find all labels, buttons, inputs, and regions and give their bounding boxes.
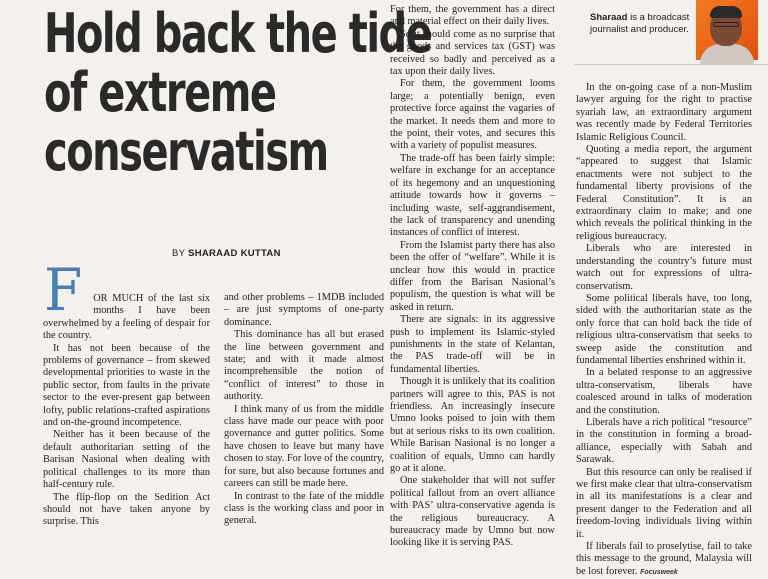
byline-author: SHARAAD KUTTAN — [188, 248, 281, 259]
paragraph: This dominance has all but erased the line between government and state; and with it made almost incomprehensible the notion of “conflict of interest” to those in authority. — [224, 329, 384, 403]
end-mark: Focusweek — [640, 568, 678, 576]
paragraph: In the on-going case of a non-Muslim lawyer arguing for the right to practise syariah law, an extraordinary argument was recently made by Federal Territories Islamic Religious Council. — [576, 82, 752, 143]
paragraph: Some political liberals have, too long, sided with the authoritarian state as the only force that can hold back the tide of religious ultra-conservatism that seeks to sweep aside the constitution and fundamental liberties enshrined within it. — [576, 292, 752, 366]
paragraph: So it should come as no surprise that the goods and services tax (GST) was received so badly and perceived as a tax upon their daily lives. — [390, 28, 555, 78]
paragraph: The trade-off has been fairly simple: welfare in exchange for an acceptance of its hegemony and an unquestioning attitude towards how it governs – including waste, self-aggrandisement, the lack of transparency and unending instances of conflict of interest. — [390, 152, 555, 239]
paragraph: Liberals who are interested in understanding the country’s future must watch out for expressions of ultra-conservatism. — [576, 243, 752, 292]
article-column-4 — [576, 82, 752, 577]
paragraph: and other problems – 1MDB included – are just symptoms of one-party dominance. — [224, 292, 384, 328]
paragraph: But this resource can only be realised if we first make clear that ultra-conservatism in all its manifestations is a clear and present danger to the Federation and all freedom-loving individuals living within it. — [576, 466, 752, 540]
author-name: Sharaad — [590, 12, 628, 23]
paragraph: The flip-flop on the Sedition Act should not have taken anyone by surprise. This — [43, 491, 210, 528]
paragraph: From the Islamist party there has also been the offer of “welfare”. While it is unclear how this would in practice differ from the Barisan Nasional’s populism, the question is what will be asked in return. — [390, 239, 555, 313]
paragraph: I think many of us from the middle class have made our peace with poor governance and gutter politics. Some have chosen to leave but many have chosen to stay. For love of the country, for sure, but also because fortunes and careers can still be made here. — [224, 403, 384, 490]
author-bio — [590, 12, 690, 36]
paragraph: Quoting a media report, the argument “appeared to suggest that Islamic enactments were not subject to the fundamental liberty provisions of the Federal Constitution”. It is an extraordinary claim to make; and one which reveals the political thinking in the religious bureaucracy. — [576, 144, 752, 242]
paragraph: For them, the government looms large; a potentially benign, even protective force against the vagaries of the market. It needs them and more to the point, their votes, and secures this with a variety of populist measures. — [390, 78, 555, 152]
paragraph: Neither has it been because of the default authoritarian setting of the Barisan Nasional when dealing with political challenges to its more than half-century rule. — [43, 429, 210, 491]
paragraph: For them, the government has a direct and material effect on their daily lives. — [390, 4, 555, 28]
paragraph: OR MUCH of the last six months I have been overwhelmed by a feeling of despair for the country. — [43, 293, 210, 342]
paragraph: Liberals have a rich political “resource” in the constitution in forming a broad-alliance, especially with Sabah and Sarawak. — [576, 416, 752, 466]
closing-paragraph: If liberals fail to proselytise, fail to take this message to the ground, Malaysia will be lost forever. — [576, 541, 752, 577]
author-photo — [696, 0, 758, 60]
paragraph: In contrast to the fate of the middle class is the working class and poor in general. — [224, 490, 384, 527]
author-bio-text: is a broadcast journalist and producer. — [590, 12, 690, 35]
headline-line-1: Hold back the tide — [44, 2, 432, 65]
article-column-3 — [390, 4, 556, 549]
article-column-1 — [43, 256, 210, 528]
author-box — [574, 0, 768, 65]
paragraph: It has not been because of the problems of governance – from skewed developmental priorities to waste in the public sector, from faults in the private sector to the ever-present gap between lofty, public relations-crafted aspirations and on-the-ground incompetence. — [43, 342, 210, 429]
paragraph: In a belated response to an aggressive ultra-conservatism, liberals have coalesced around in talks of moderation and the constitution. — [576, 367, 752, 416]
headline-line-3: conservatism — [44, 120, 328, 183]
paragraph: One stakeholder that will not suffer political fallout from an overt alliance with PAS’ ultra-conservative agenda is the religious bureaucracy. A bureaucracy made by Umno but now looking like it is serving PAS. — [390, 475, 555, 549]
paragraph — [576, 541, 752, 579]
headline-line-2: of extreme — [44, 61, 276, 124]
article-column-2 — [224, 292, 384, 527]
byline-prefix: BY — [172, 248, 186, 259]
headline — [44, 2, 432, 183]
paragraph: Though it is unlikely that its coalition partners will agree to this, PAS is not friendless. An increasingly insecure Umno looks poised to join with them but at serious risks to its own coalition. While Barisan Nasional is no longer a coalition of equals, Umno can hardly go at it alone. — [390, 376, 556, 475]
byline — [172, 248, 281, 259]
paragraph: There are signals: in its aggressive push to implement its Islamic-styled punishments in the state of Kelantan, the PAS trade-off will be in fundamental liberties. — [390, 314, 555, 375]
drop-cap: F — [44, 256, 83, 324]
